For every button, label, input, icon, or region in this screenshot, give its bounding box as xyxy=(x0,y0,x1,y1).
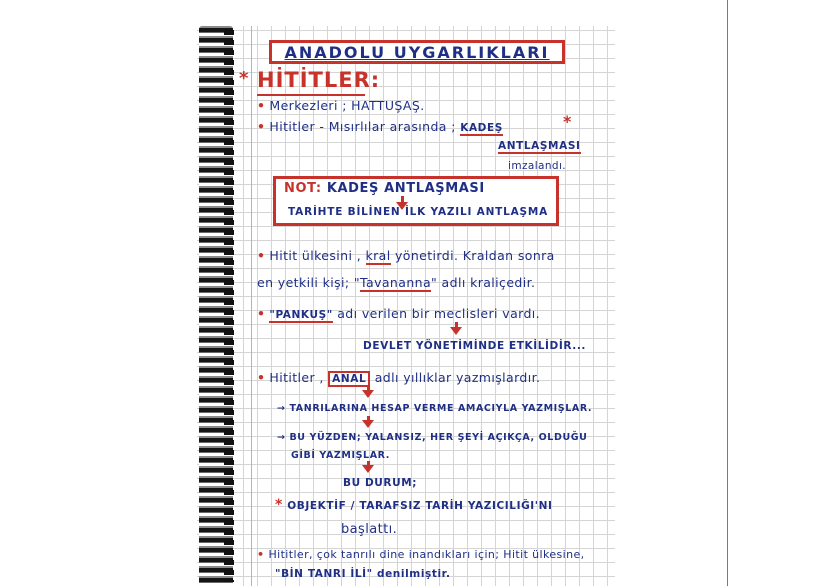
situation-text: BU DURUM; xyxy=(343,477,418,489)
line-council-b: adı verilen bir meclisleri vardı. xyxy=(337,306,541,321)
line-reason xyxy=(277,432,587,443)
objective-text: OBJEKTİF / TARAFSIZ TARİH YAZICILIĞI'NI xyxy=(287,500,553,512)
section-heading: HİTİTLER: xyxy=(257,68,381,92)
line-queen-c: " adlı kraliçedir. xyxy=(431,275,536,290)
purpose-text: → TANRILARINA HESAP VERME AMACIYLA YAZMIŞLAR. xyxy=(277,403,593,414)
treaty-star: * xyxy=(563,112,572,131)
line-capital-text: Merkezleri ; HATTUŞAŞ. xyxy=(269,98,425,113)
line-treaty-text: Hititler - Mısırlılar arasında ; xyxy=(269,119,456,134)
reason-text: → BU YÜZDEN; YALANSIZ, HER ŞEYİ AÇIKÇA, OLDUĞU xyxy=(277,432,588,443)
margin-line xyxy=(251,26,252,586)
spiral-holes xyxy=(224,30,234,582)
line-council-effect xyxy=(363,340,586,352)
line-started xyxy=(341,522,397,537)
note-label: NOT: xyxy=(284,181,322,196)
line-situation xyxy=(343,477,417,489)
line-annals: • Hititler , ANAL adlı yıllıklar yazmışlardır. xyxy=(257,370,541,385)
line-king: • Hitit ülkesini , kral yönetirdi. Kraldan sonra xyxy=(257,248,555,263)
notebook-page xyxy=(197,26,615,586)
line-signed xyxy=(508,160,566,172)
treaty-name-1: KADEŞ xyxy=(460,122,503,134)
note-subtext: TARİHTE BİLİNEN İLK YAZILI ANTLAŞMA xyxy=(288,206,549,218)
line-annals-a: Hititler , xyxy=(269,370,324,385)
heading-star: * xyxy=(239,68,249,89)
queen-word: Tavananna xyxy=(360,275,432,290)
line-king-c: yönetirdi. Kraldan sonra xyxy=(395,248,555,263)
line-king-a: Hitit ülkesini , xyxy=(269,248,362,263)
line-queen xyxy=(257,275,535,290)
council-effect-text: DEVLET YÖNETİMİNDE ETKİLİDİR... xyxy=(363,340,587,352)
thousand-gods-text: "BİN TANRI İLİ" denilmiştir. xyxy=(275,568,451,580)
line-treaty: • Hititler - Mısırlılar arasında ; KADEŞ xyxy=(257,119,503,134)
spiral-binding xyxy=(197,26,239,586)
objective-star: * xyxy=(275,497,283,513)
reason-text-2: GİBİ YAZMIŞLAR. xyxy=(291,450,390,461)
note-title xyxy=(284,181,485,196)
line-thousand-gods xyxy=(275,568,451,580)
line-annals-c: adlı yıllıklar yazmışlardır. xyxy=(374,370,541,385)
note-box xyxy=(273,176,559,226)
started-text: başlattı. xyxy=(341,522,398,537)
page-title: ANADOLU UYGARLIKLARI xyxy=(284,42,550,62)
title-box xyxy=(269,40,565,64)
heading-underline xyxy=(257,94,365,96)
treaty-name-2: ANTLAŞMASI xyxy=(498,140,581,152)
line-purpose xyxy=(277,403,592,414)
note-text: KADEŞ ANTLAŞMASI xyxy=(326,181,485,196)
line-council: • "PANKUŞ" adı verilen bir meclisleri vardı. xyxy=(257,306,541,321)
gods-text: Hititler, çok tanrılı dine inandıkları için; Hitit ülkesine, xyxy=(268,548,585,561)
line-reason-2 xyxy=(291,450,390,461)
line-capital: • Merkezleri ; HATTUŞAŞ. xyxy=(257,98,425,113)
council-word: "PANKUŞ" xyxy=(269,309,333,321)
signed-text: imzalandı. xyxy=(508,160,567,172)
line-queen-a: en yetkili kişi; " xyxy=(257,275,361,290)
king-word: kral xyxy=(365,248,391,263)
page-divider xyxy=(727,0,728,586)
line-treaty-2 xyxy=(498,140,581,152)
line-objective xyxy=(275,497,553,513)
anal-word: ANAL xyxy=(328,371,370,387)
line-gods: • Hititler, çok tanrılı dine inandıkları için; Hitit ülkesine, xyxy=(257,548,585,561)
